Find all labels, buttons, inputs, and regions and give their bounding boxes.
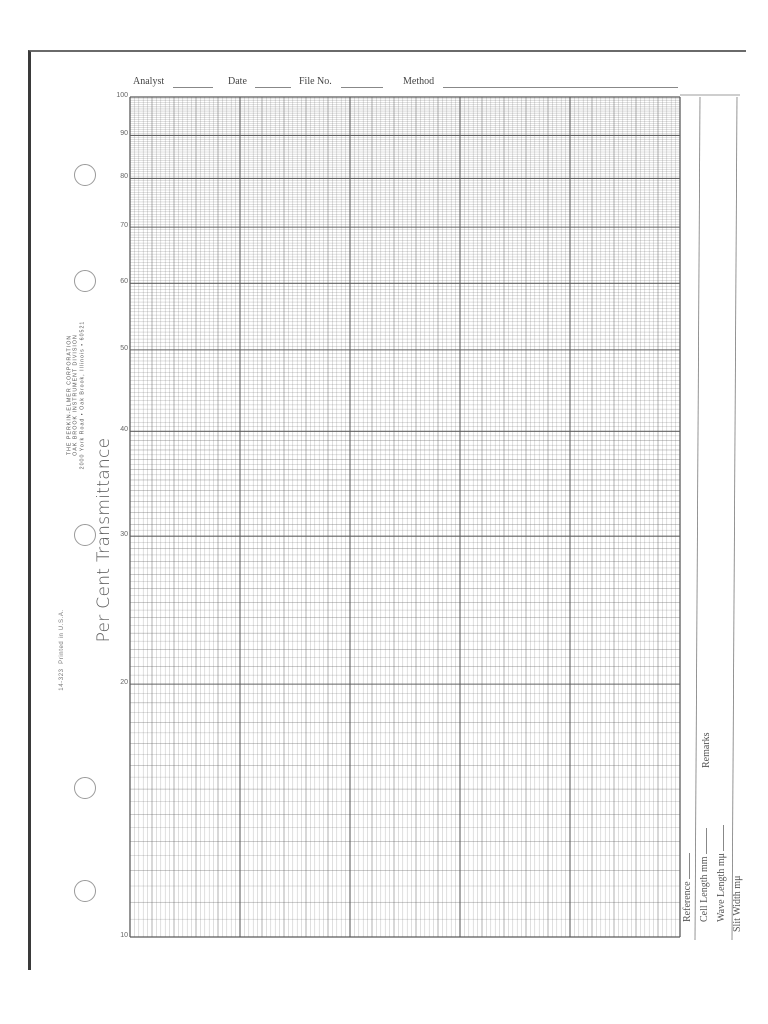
y-tick-label: 100 (116, 92, 128, 99)
file-no-label: File No. (299, 76, 332, 87)
reference-label: Reference (682, 881, 693, 922)
method-label: Method (403, 76, 435, 87)
analyst-label: Analyst (133, 76, 165, 87)
date-label: Date (228, 76, 247, 87)
y-tick-label: 80 (120, 173, 128, 181)
imprint-line-3: 2000 York Road • Oak Brook, Illinois • 60521 (79, 320, 86, 470)
form-number: 14-323 (59, 668, 65, 691)
slit-width-field[interactable] (732, 876, 743, 932)
wave-length-label: Wave Length mμ (716, 853, 727, 922)
y-tick-label: 60 (120, 278, 128, 286)
remarks-field[interactable] (701, 732, 712, 768)
reference-field[interactable] (681, 853, 693, 922)
y-tick-label: 50 (120, 344, 128, 352)
y-tick-label: 20 (120, 679, 128, 687)
field-divider-line (695, 97, 700, 940)
y-tick-label: 90 (120, 130, 128, 138)
imprint-line-2: OAK BROOK INSTRUMENT DIVISION (72, 334, 79, 456)
cell-length-label: Cell Length mm (699, 856, 710, 922)
remarks-label: Remarks (701, 732, 712, 768)
y-axis-title: Per Cent Transmittance (94, 437, 114, 643)
y-tick-label: 70 (120, 222, 128, 230)
printed-note (59, 609, 65, 690)
y-tick-label: 30 (120, 531, 128, 539)
field-divider-line (732, 97, 737, 940)
y-tick-label: 10 (120, 932, 128, 939)
printed-in-label: Printed in U.S.A. (59, 609, 65, 664)
wave-length-field[interactable] (715, 825, 727, 922)
y-tick-label: 40 (120, 426, 128, 434)
imprint-line-1: THE PERKIN-ELMER CORPORATION (66, 334, 73, 456)
corporate-imprint (66, 321, 85, 470)
slit-width-label: Slit Width mμ (732, 875, 743, 932)
cell-length-field[interactable] (698, 828, 710, 922)
